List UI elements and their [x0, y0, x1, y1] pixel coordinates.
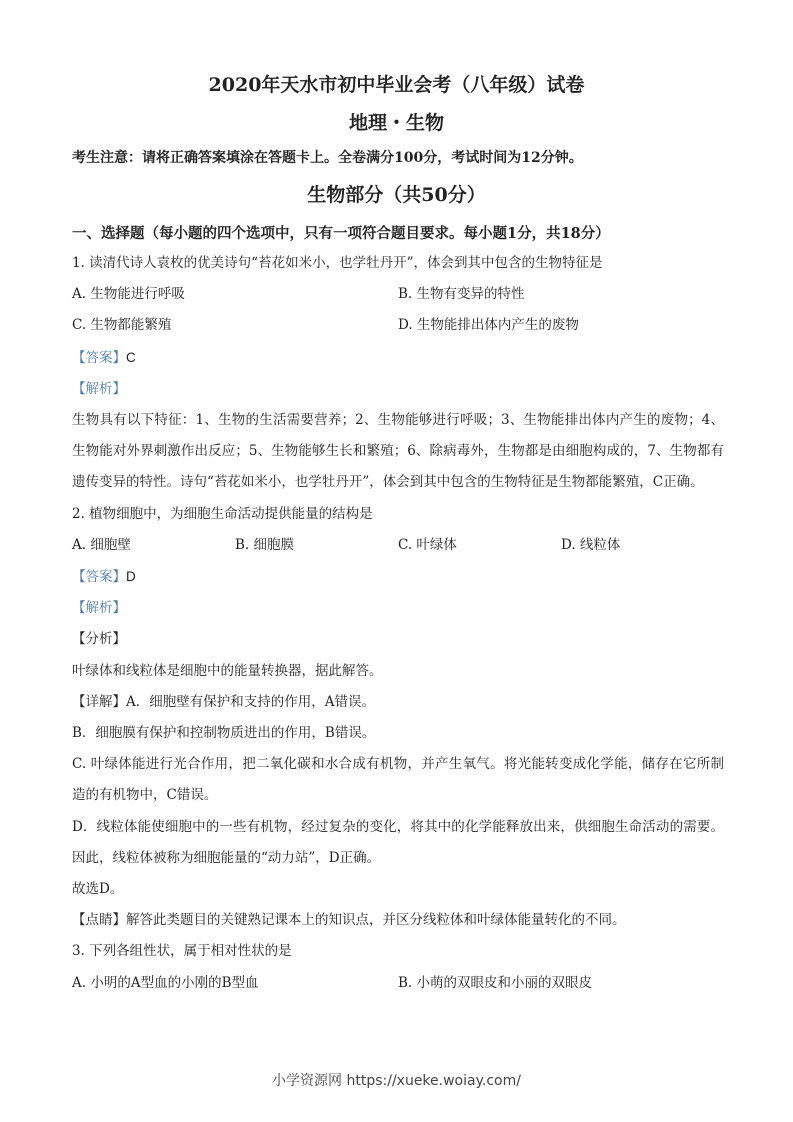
part-heading: 生物部分（共50分）	[307, 184, 486, 206]
answer-label: 【答案】	[72, 569, 126, 586]
choose-line: 故选D。	[72, 881, 124, 898]
question-2-stem: 2. 植物细胞中，为细胞生命活动提供能量的结构是	[72, 505, 373, 522]
question-1-answer	[72, 342, 724, 374]
question-1-stem: 1. 读清代诗人袁枚的优美诗句“苔花如米小，也学牡丹开”，体会到其中包含的生物特征是	[72, 255, 603, 271]
detail-label: 【详解】	[72, 693, 126, 710]
question-1-options-row	[72, 310, 724, 341]
question-3-stem: 3. 下列各组性状，属于相对性状的是	[72, 943, 292, 960]
question-1-analysis: 生物具有以下特征：1、生物的生活需要营养；2、生物能够进行呼吸；3、生物能排出体内产生的废物；4、生物能对外界刺激作出反应；5、生物能够生长和繁殖；6、除病毒外，生物都是由细胞构成的，7、生物都有遗传变异的特性。诗句“苔花如米小，也学牡丹开”，体会到其中包含的生物特征是生物都能繁殖，C正确。	[72, 412, 724, 491]
option-c: C. 叶绿体	[398, 536, 457, 553]
detail-a-text: A．细胞壁有保护和支持的作用，A错误。	[126, 693, 375, 710]
detail-b: B．细胞膜有保护和控制物质进出的作用，B错误。	[72, 725, 376, 742]
comment	[72, 905, 724, 936]
option-b: B. 细胞膜	[235, 536, 295, 553]
question-2-options-row	[72, 530, 724, 561]
answer-value: C	[126, 349, 136, 365]
document-title: 2020年天水市初中毕业会考（八年级）试卷	[208, 74, 585, 96]
detail-d: D．线粒体能使细胞中的一些有机物，经过复杂的变化，将其中的化学能释放出来，供细胞生命活动的需要。因此，线粒体被称为细胞能量的“动力站”，D正确。	[72, 818, 724, 866]
option-c: C. 生物都能繁殖	[72, 317, 172, 334]
section-heading: 一、选择题（每小题的四个选项中，只有一项符合题目要求。每小题1分，共18分）	[72, 225, 610, 242]
option-b: B. 生物有变异的特性	[398, 286, 525, 303]
option-d: D. 线粒体	[561, 536, 621, 553]
option-a: A. 细胞壁	[72, 536, 131, 553]
comment-text: 解答此类题目的关键熟记课本上的知识点，并区分线粒体和叶绿体能量转化的不同。	[126, 912, 626, 929]
document-body	[72, 248, 724, 999]
option-a: A. 生物能进行呼吸	[72, 286, 185, 303]
option-d: D. 生物能排出体内产生的废物	[398, 317, 579, 334]
analysis-label: 【解析】	[72, 600, 126, 617]
question-2-fenxi: 叶绿体和线粒体是细胞中的能量转换器，据此解答。	[72, 662, 383, 679]
exam-notice: 考生注意：请将正确答案填涂在答题卡上。全卷满分100分，考试时间为12分钟。	[72, 150, 583, 166]
option-b: B. 小萌的双眼皮和小丽的双眼皮	[398, 974, 593, 991]
answer-label: 【答案】	[72, 349, 126, 366]
option-a: A. 小明的A型血的小刚的B型血	[72, 974, 259, 991]
footer-watermark: 小学资源网 https://xueke.woiay.com/	[272, 1073, 521, 1089]
comment-label: 【点睛】	[72, 912, 126, 929]
detail-c: C. 叶绿体能进行光合作用，把二氧化碳和水合成有机物，并产生氧气。将光能转变成化学能，储存在它所制造的有机物中，C错误。	[72, 756, 724, 804]
question-1-options-row	[72, 279, 724, 310]
question-2-answer	[72, 561, 724, 593]
question-3-options-row	[72, 968, 724, 999]
detail-a	[72, 687, 724, 718]
answer-value: D	[126, 569, 136, 585]
fenxi-label: 【分析】	[72, 631, 126, 648]
analysis-label: 【解析】	[72, 380, 126, 397]
document-subtitle: 地理・生物	[348, 112, 444, 134]
